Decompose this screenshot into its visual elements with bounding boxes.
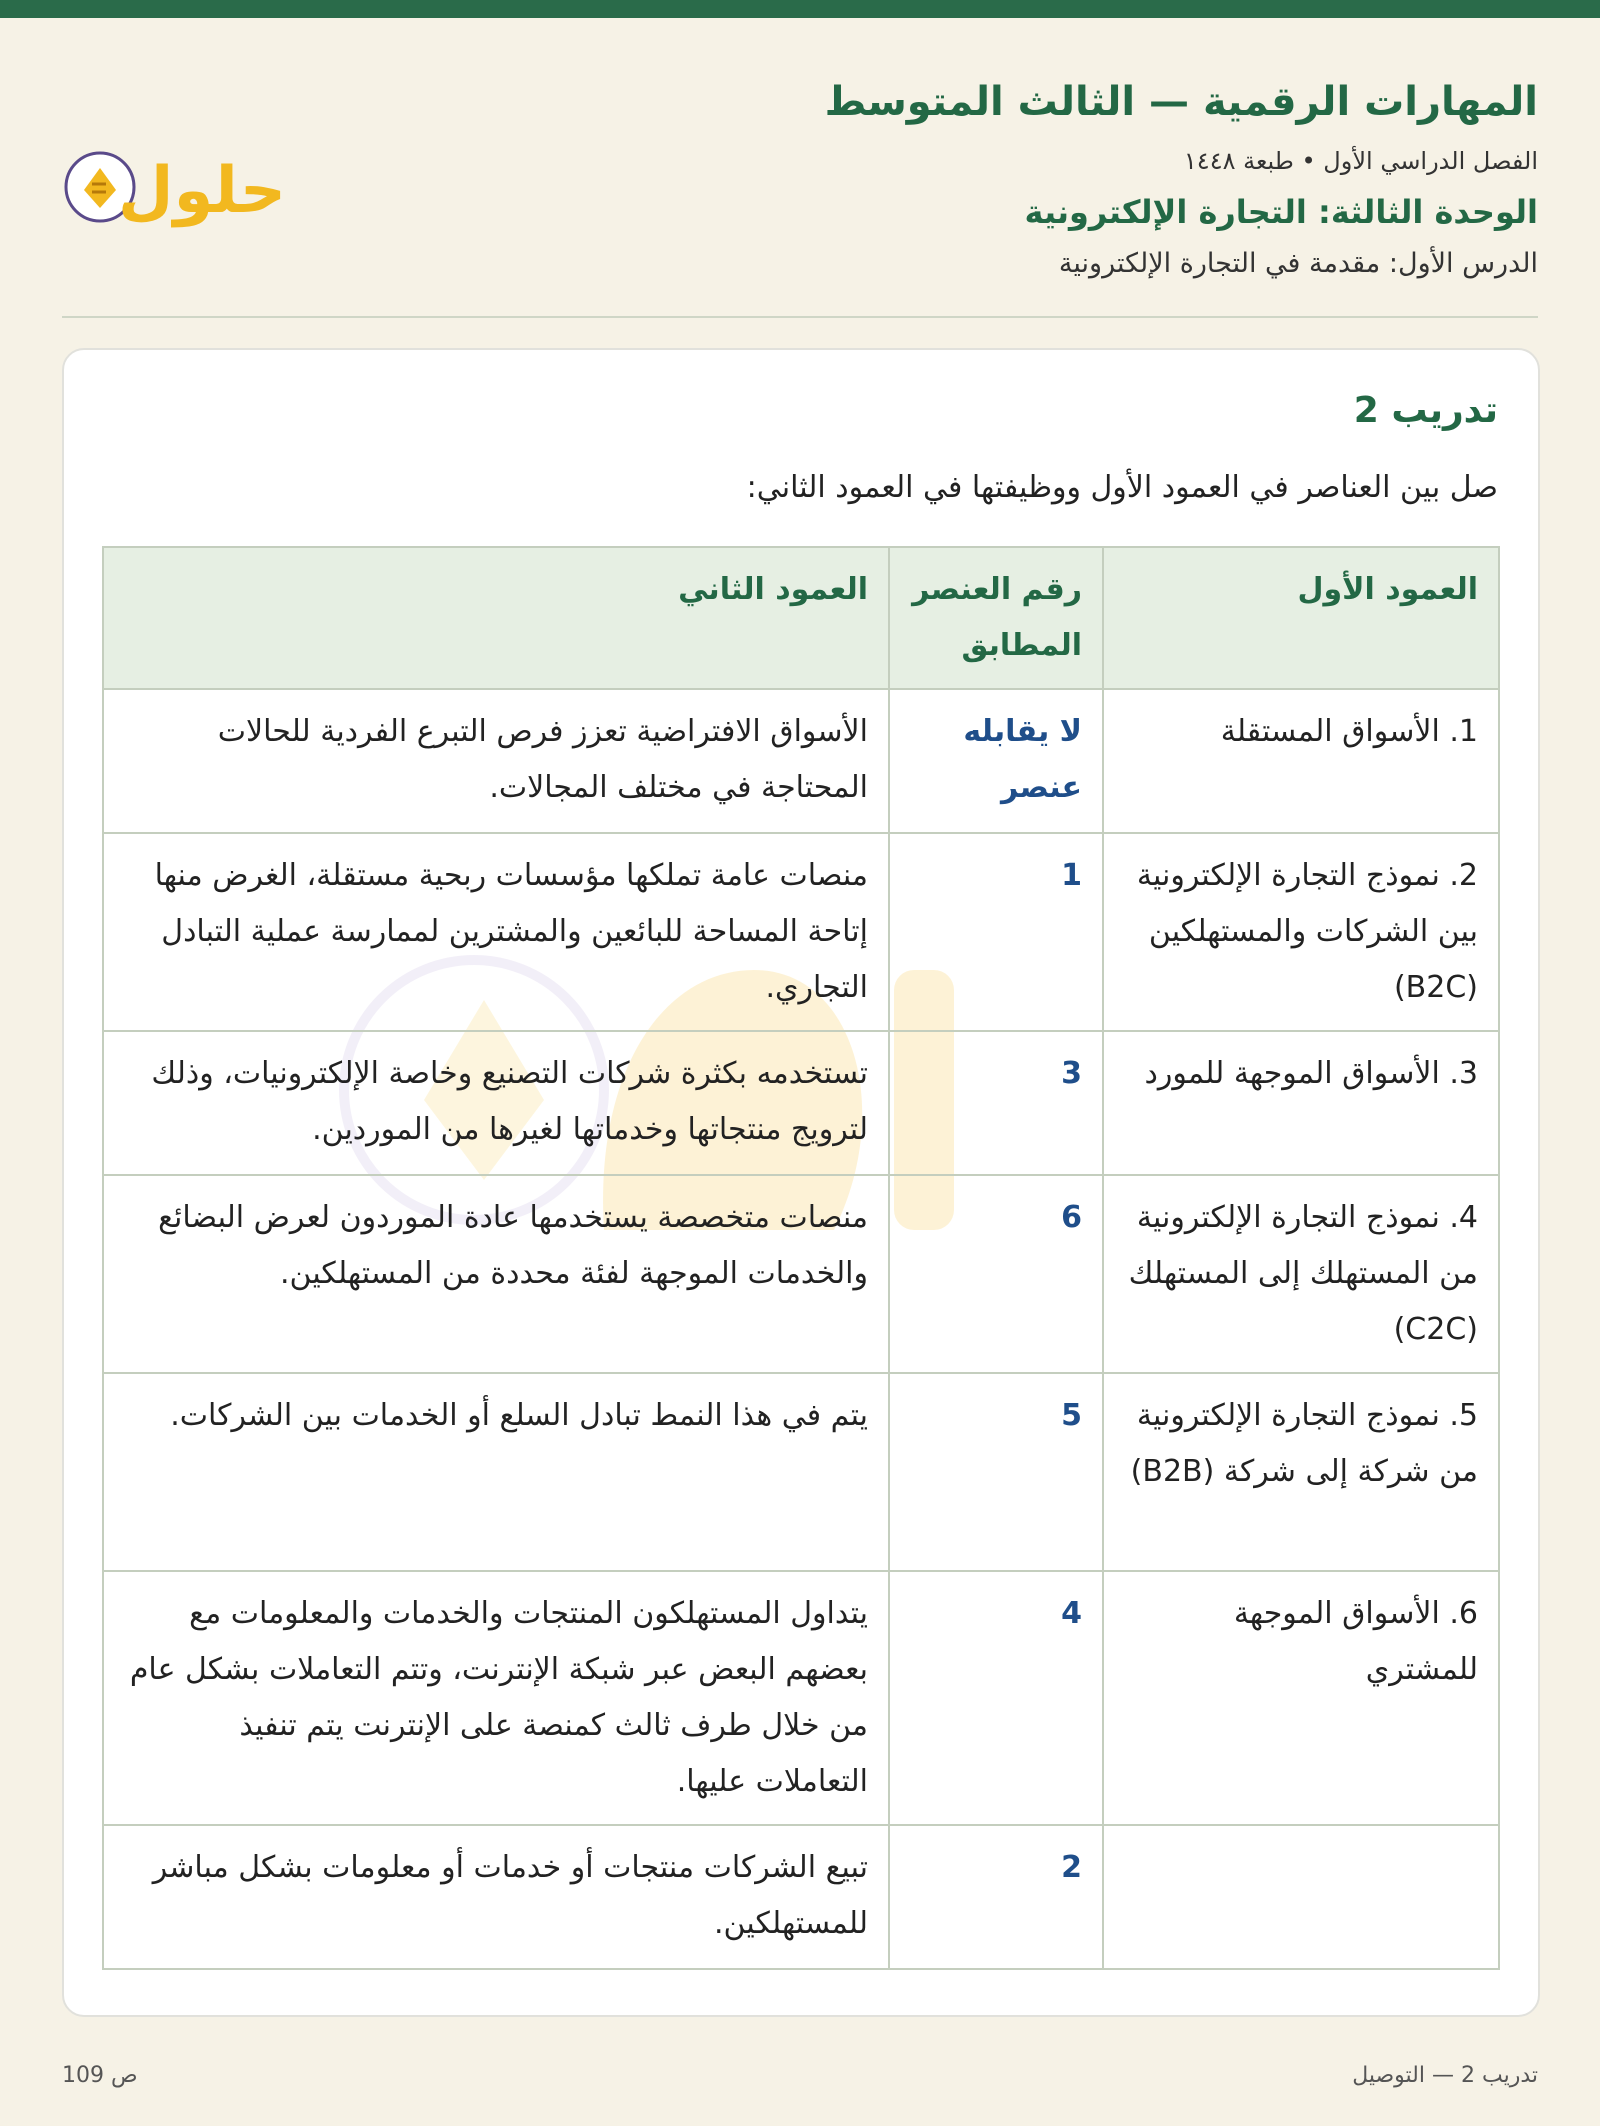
cell-match: 4: [889, 1571, 1103, 1825]
cell-match: 5: [889, 1373, 1103, 1571]
header-divider: [62, 316, 1538, 318]
cell-first: 6. الأسواق الموجهة للمشتري: [1103, 1571, 1499, 1825]
exercise-instruction: صل بين العناصر في العمود الأول ووظيفتها في العمود الثاني:: [746, 470, 1498, 505]
cell-first: 1. الأسواق المستقلة: [1103, 689, 1499, 833]
lesson-title: الدرس الأول: مقدمة في التجارة الإلكترونية: [1058, 248, 1538, 279]
cell-first: 3. الأسواق الموجهة للمورد: [1103, 1031, 1499, 1175]
header-column-second: العمود الثاني: [103, 547, 889, 689]
exercise-title: تدريب 2: [1353, 390, 1498, 431]
cell-second: يتداول المستهلكون المنتجات والخدمات والمعلومات مع بعضهم البعض عبر شبكة الإنترنت، وتتم التعاملات بشكل عام من خلال طرف ثالث كمنصة على الإنترنت يتم تنفيذ التعاملات عليها.: [103, 1571, 889, 1825]
cell-second: يتم في هذا النمط تبادل السلع أو الخدمات بين الشركات.: [103, 1373, 889, 1571]
page-number: ص 109: [62, 2063, 138, 2088]
cell-second: تستخدمه بكثرة شركات التصنيع وخاصة الإلكترونيات، وذلك لترويج منتجاتها وخدماتها لغيرها من الموردين.: [103, 1031, 889, 1175]
book-logo-icon: [62, 142, 292, 232]
table-row: [103, 1825, 1499, 1969]
exercise-card: [62, 348, 1540, 2017]
table-header-row: [103, 547, 1499, 689]
cell-second: منصات عامة تملكها مؤسسات ربحية مستقلة، الغرض منها إتاحة المساحة للبائعين والمشترين لممارسة عملية التبادل التجاري.: [103, 833, 889, 1031]
cell-first: 5. نموذج التجارة الإلكترونية من شركة إلى شركة (B2B): [1103, 1373, 1499, 1571]
cell-match: 3: [889, 1031, 1103, 1175]
cell-match: 2: [889, 1825, 1103, 1969]
cell-first: 2. نموذج التجارة الإلكترونية بين الشركات والمستهلكين (B2C): [1103, 833, 1499, 1031]
top-accent-bar: [0, 0, 1600, 18]
page-title: المهارات الرقمية — الثالث المتوسط: [824, 79, 1538, 125]
table-row: [103, 689, 1499, 833]
table-row: [103, 1373, 1499, 1571]
logo-text: حلول: [118, 154, 286, 228]
table-row: [103, 833, 1499, 1031]
cell-first: 4. نموذج التجارة الإلكترونية من المستهلك إلى المستهلك (C2C): [1103, 1175, 1499, 1373]
matching-table: [102, 546, 1500, 1970]
cell-second: الأسواق الافتراضية تعزز فرص التبرع الفردية للحالات المحتاجة في مختلف المجالات.: [103, 689, 889, 833]
unit-title: الوحدة الثالثة: التجارة الإلكترونية: [1024, 193, 1538, 231]
cell-second: تبيع الشركات منتجات أو خدمات أو معلومات بشكل مباشر للمستهلكين.: [103, 1825, 889, 1969]
cell-match: 1: [889, 833, 1103, 1031]
table-row: [103, 1031, 1499, 1175]
table-row: [103, 1571, 1499, 1825]
page-subtitle: الفصل الدراسي الأول • طبعة ١٤٤٨: [1183, 147, 1538, 175]
header-column-first: العمود الأول: [1103, 547, 1499, 689]
table-row: [103, 1175, 1499, 1373]
page-header: [62, 72, 1538, 322]
cell-match: لا يقابله عنصر: [889, 689, 1103, 833]
header-column-match: رقم العنصر المطابق: [889, 547, 1103, 689]
cell-match: 6: [889, 1175, 1103, 1373]
cell-first: [1103, 1825, 1499, 1969]
footer-caption: تدريب 2 — التوصيل: [1352, 2063, 1538, 2088]
cell-second: منصات متخصصة يستخدمها عادة الموردون لعرض البضائع والخدمات الموجهة لفئة محددة من المستهلكين.: [103, 1175, 889, 1373]
